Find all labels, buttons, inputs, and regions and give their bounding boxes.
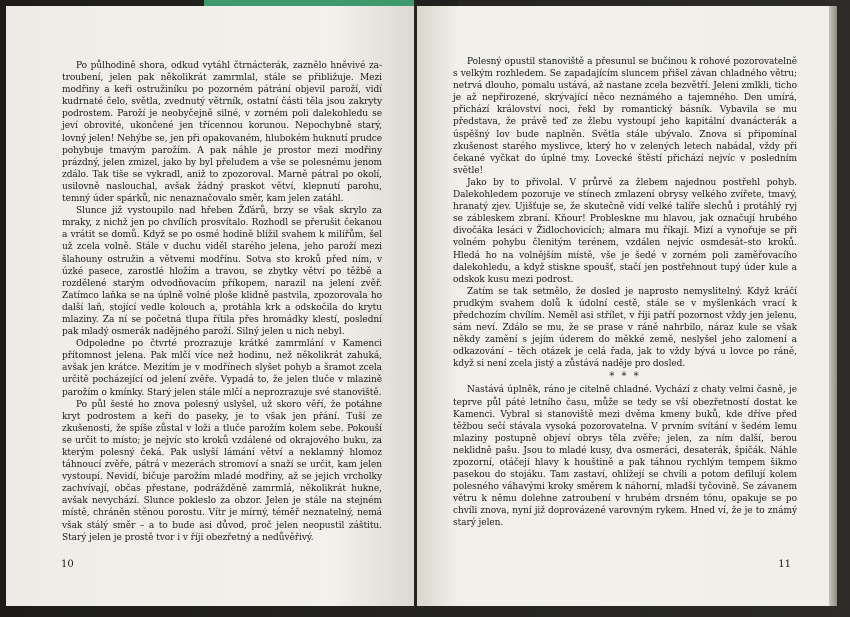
paragraph: Po půl šesté ho znova polesný uslyšel, už skoro věří, že potáhne kryt podrostem a keři do paseky, je to však jen přání. Tuší ze zkušenosti, že spíše zůstal v loži a tluče parožím kolem sebe. Pokouší se určit to místo; je nejvíc sto kroků vzdálené od okrajového buku, za kterým polesný čeká. Pak uslyší lámání větví a neklamný hlomoz táhnoucí zvěře, pátrá v mezerách stromoví a snaží se určit, kam jelen vystoupí. Nevidí, bičuje parožím mladé modřiny, až se jejich vrcholky zachvívají, občas přestane, podrážděně zamrmlá, několikrát hukne, avšak nevychází. Slunce pokleslo za obzor. Jelen je stále na stejném místě, chráněn stěnou porostu. Vítr je mírný, téměř neznatelný, nemá však stálý směr – a to bude asi důvod, proč jelen neopustil záštitu. Starý jelen je prostě tvor i v říji obezřetný a nedůvěřivý. <box>62 399 382 543</box>
section-separator: * * * <box>609 371 641 383</box>
page-number: 11 <box>778 559 791 570</box>
right-page <box>417 6 829 606</box>
paragraph: Odpoledne po čtvrté prozrazuje krátké zamrmlání v Kamenci přítomnost jelena. Pak mlčí více než hodinu, než několikrát zahuká, avšak jen krátce. Mezitím je v modřínech slyšet pohyb a šramot zcela určitě pocházející od jelení zvěře. Vypadá to, že jelen tluče v mlazině parožím o kmínky. Starý jelen stále mlčí a neprozrazuje své stanoviště. <box>62 339 382 398</box>
paragraph: Po půlhodině shora, odkud vytáhl čtrnácterák, zaznělo hněvivé za-troubení, jelen pak několikrát zamrmlal, stále se přibližuje. Mezi modřiny a keři ostružiníku po pozorném pátrání objevil paroží, vidí kudrnaté čelo, světla, zvednutý větrník, ostatní části těla jsou zakryty podrostem. Paroží je neobyčejně silné, v zorném poli dalekohledu se jeví obrovité, ukončené jen třícennou korunou. Nepochybně starý, lovný jelen! Nehýbe se, jen při opakovaném, hlubokém huknutí prudce pohybuje tmavým parožím. A pak náhle je prostor mezi modřiny prázdný, jelen zmizel, jako by byl přeludem a vše se polesnému jenom zdálo. Tak tiše se vykradl, aniž to zpozoroval. Marně pátral po okolí, usilovně naslouchal, avšak žádný praskot větví, klepnutí parohu, temný úder spárků, nic nenaznačovalo směr, kam jelen zatáhl. <box>62 61 382 205</box>
paragraph: Jako by to přivolal. V průrvě za žlebem najednou postřehl pohyb. Dalekohledem pozoruje ve stínech zmlazení obrysy velkého zvířete, tmavý, hranatý zjev. Ujišťuje se, že skutečně vidí velké talíře slechů i protáhlý ryj se zábleskem zbraní. Kňour! Probleskne mu hlavou, jak označují hrubého divočáka lesáci v Židlochovicích; almara mu říkají. Mizí a vynořuje se při volném pohybu členitým terénem, vzdálen nejvíc osmdesát–sto kroků. Hledá ho na volnějším místě, vše je šedé v zorném poli zaměřovacího dalekohledu, a když stiskne spoušť, stačí jen postřehnout tupý úder kule a odskok kusu mezi podrost. <box>453 177 797 285</box>
paragraph: Nastává úplněk, ráno je citelně chladné. Vychází z chaty velmi časně, je teprve půl páté letního času, může se tedy se vší obezřetností dostat ke Kamenci. Vybral si stanoviště mezi dvěma kmeny buků, kde dříve před těžbou sečí stávala vysoká pozorovatelna. V prvním svítání v šedém lemu mlaziny postupně objeví obrys těla zvěře; jelen, za ním další, berou neklidně pašu. Jsou to mladé kusy, dva osmeráci, desaterák, špičák. Náhle zpozorní, otáčejí hlavy k houštině a pak táhnou rychlým tempem šikmo pasekou do stojáku. Tam zastaví, ohlížejí se chvíli a potom defilují kolem polesného váhavými kroky směrem k náhorní, mladší tyčovině. Se závanem větru k němu dolehne zatroubení v hrubém drsném tónu, opakuje se po chvíli znova, nyní již doprovázené varovným rykem. Hned ví, že je to známý starý jelen. <box>453 385 797 529</box>
paragraph: Slunce již vystoupilo nad hřeben Žďárů, brzy se však skrylo za mraky, z nichž jen po chvílích prosvítalo. Rozhodl se přerušit čekanou a vrátit se domů. Když se po osmé hodině blížil svahem k milířům, šel už zcela volně. Stále v duchu viděl starého jelena, jeho paroží mezi šlahouny ostružin a větvemi modřínu. Sotva sto kroků před ním, v úzké pasece, zarostlé hložím a travou, se zbytky větví po těžbě a rozdělené starým odvodňovacím příkopem, narazil na jelení zvěř. Zatímco laňka se na úplně volné ploše klidně pastvila, zpozorovala ho další laň, stojící vedle kolouch a, protáhla krk a odskočila do krytu mlaziny. Za ní se početná tlupa řítila přes hromádky klestí, poslední pak mladý osmerák nadějného paroží. Silný jelen u nich nebyl. <box>62 206 382 338</box>
page-number: 10 <box>61 559 74 570</box>
page-edge <box>829 6 837 606</box>
paragraph: Zatím se tak setmělo, že dosled je naprosto nemyslitelný. Když kráčí prudkým svahem dolů k údolní cestě, stále se v myšlenkách vrací k předchozím chvílím. Neměl asi střílet, v říji patří pozornost vždy jen jelenu, sám neví. Zdálo se mu, že se prase v ráně nahrbilo, náraz kule se však někdy zamění s jejím úderem do měkké země, neslyšel jeho zalomení a odkazování – těch otázek je celá řada, jak to vždy bývá u lovce po ráně, když si není zcela jistý a zůstává naděje pro dosled. <box>453 286 797 370</box>
left-page <box>6 6 414 606</box>
paragraph: Polesný opustil stanoviště a přesunul se bučinou k rohové pozorovatelně s velkým rozhledem. Se zapadajícím sluncem přišel závan chladného větru; netrvá dlouho, pomalu ustává, až nastane zcela bezvětří. Jeleni zmlkli, ticho je až nepřirozené, skrývající něco neznámého a tajemného. Den umírá, přichází království noci, řekl by romantický básník. Vybavila se mu představa, že právě teď ze žlebu vystoupí jeho kapitální dvanácterák a úspěšný lov bude naplněn. Světla stále ubývalo. Znova si připomínal zkušenost starého myslivce, který ho v zelených letech nabádal, vždy při čekané vyčkat do úplné tmy. Lovecké štěstí přichází nejvíc v posledním světle! <box>453 57 797 176</box>
